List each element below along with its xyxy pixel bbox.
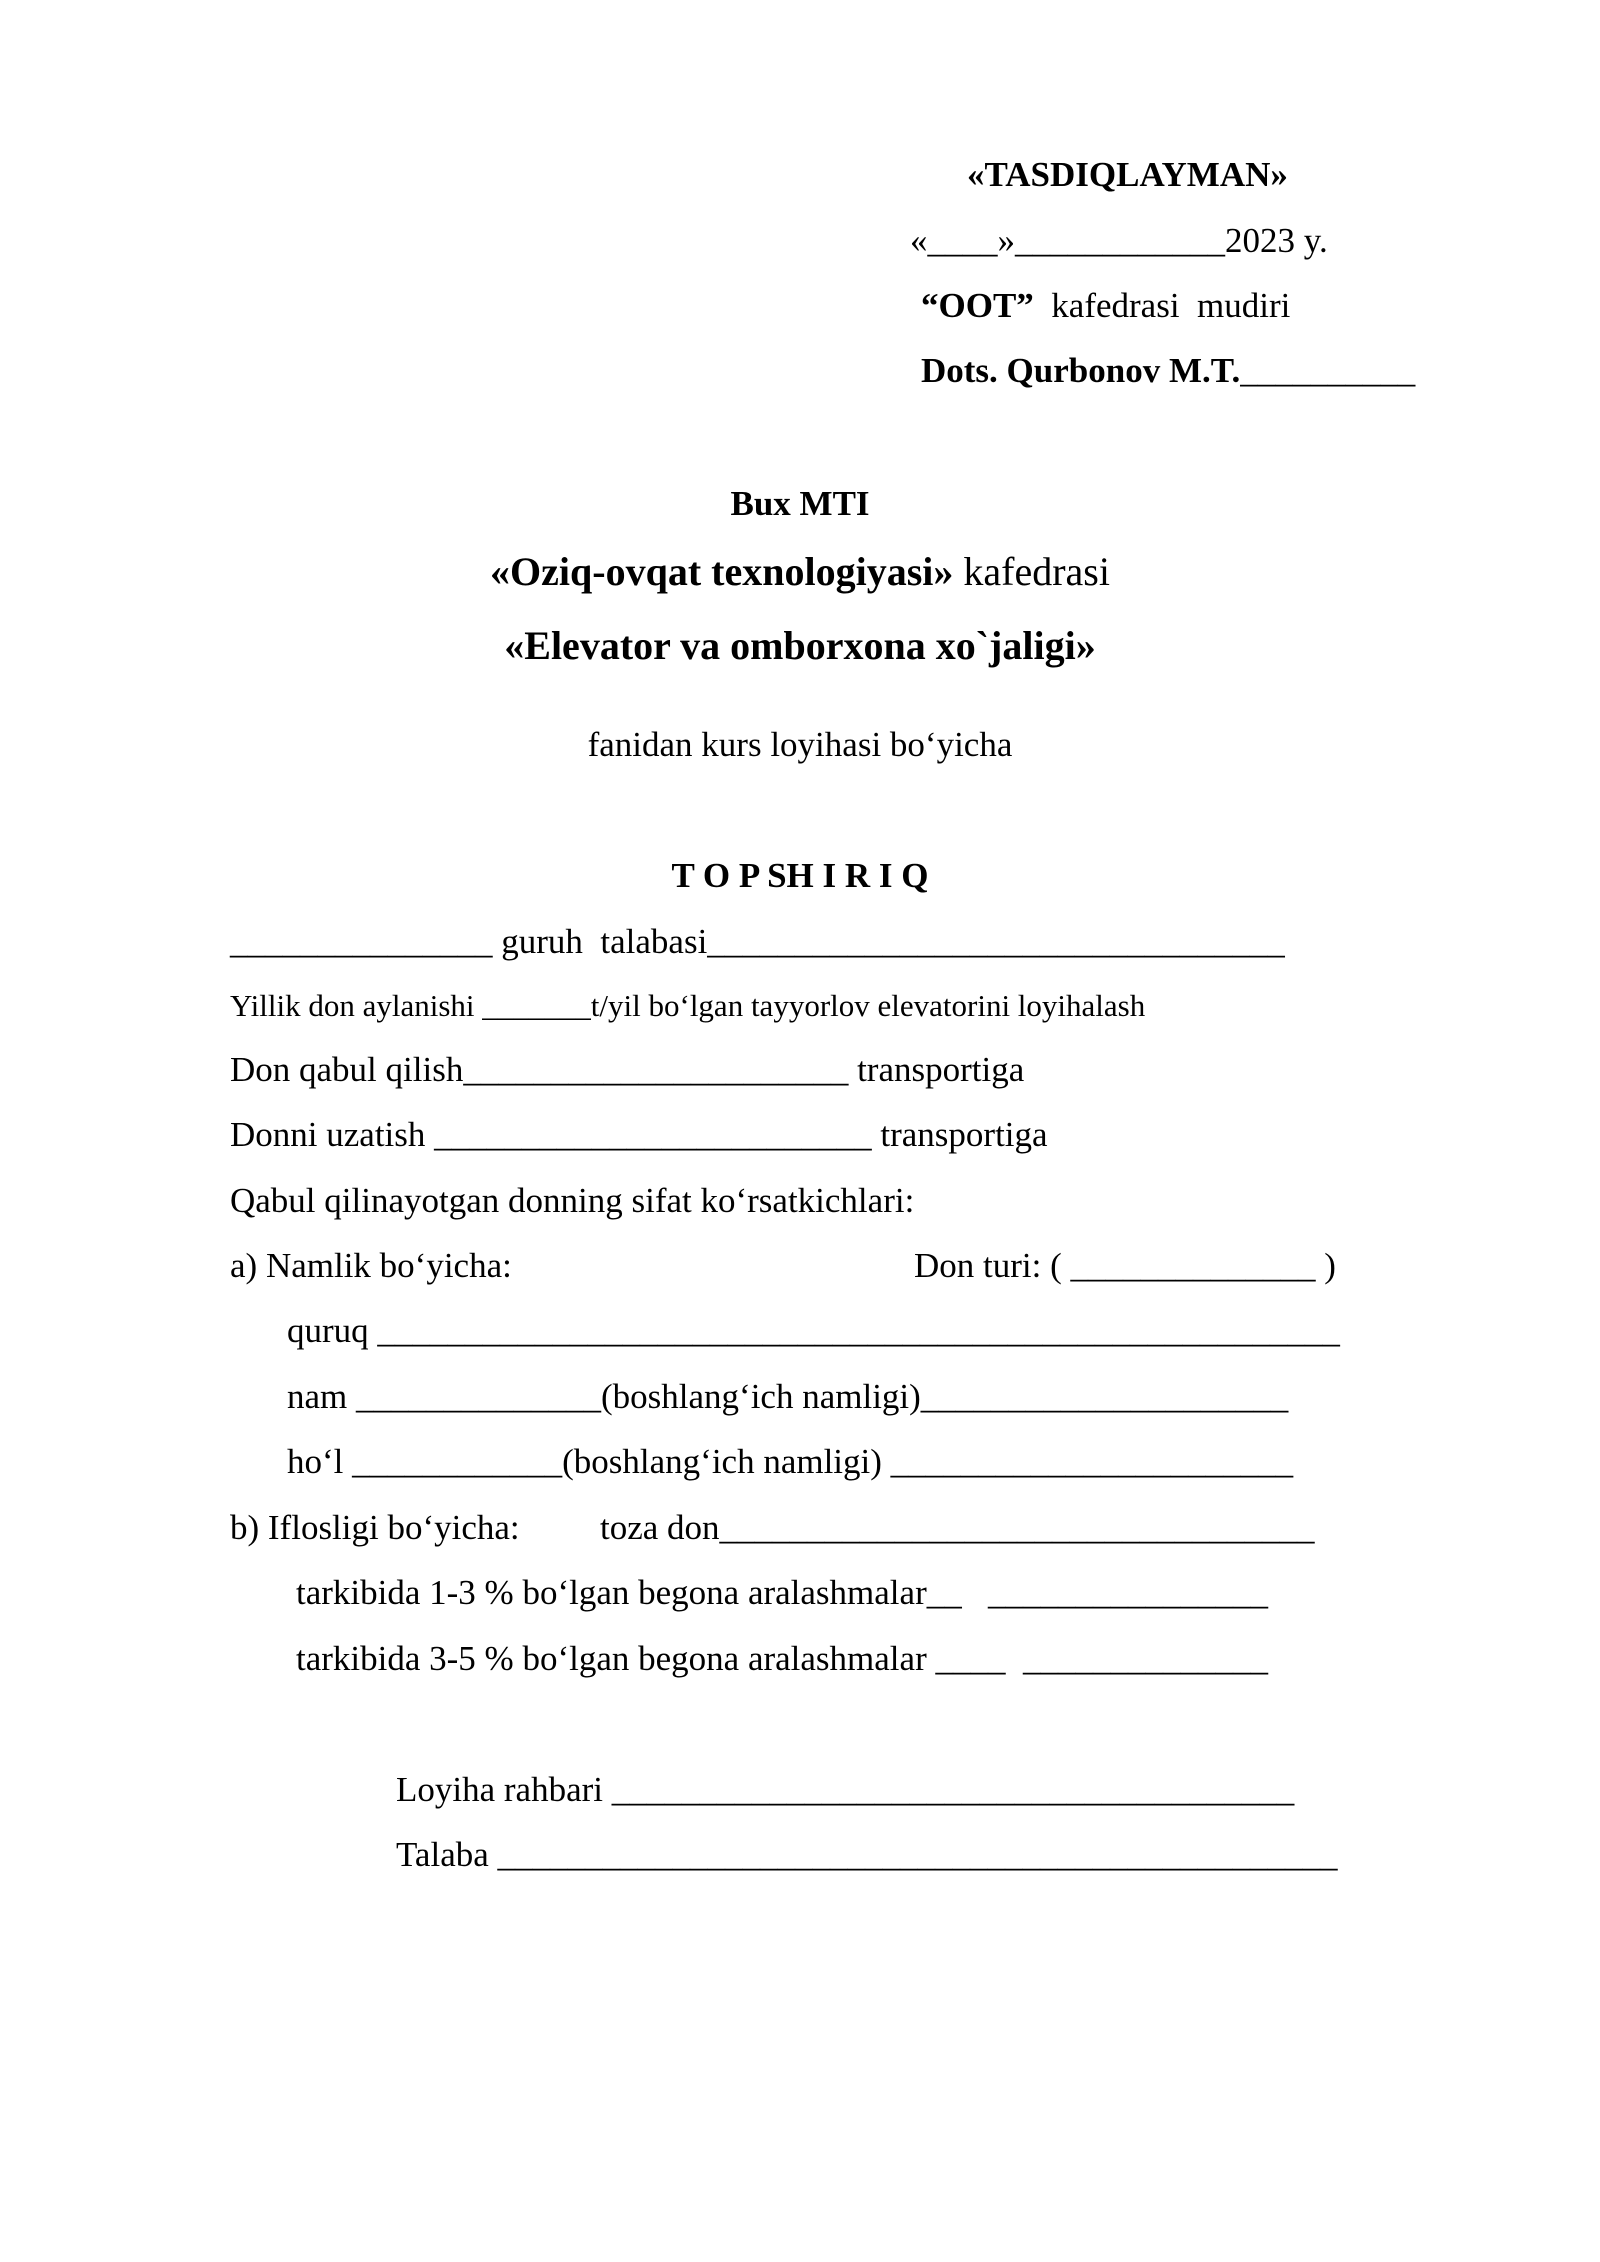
annual-grain-line: Yillik don aylanishi _______t/yil bo‘lgan tayyorlov elevatorini loyihalash — [230, 988, 1146, 1023]
approval-date-line: «____»____________2023 y. — [910, 221, 1328, 260]
grain-type-line: Don turi: ( ______________ ) — [914, 1246, 1336, 1285]
head-name: Dots. Qurbonov M.T. — [921, 351, 1241, 390]
moisture-wet-line: nam ______________(boshlang‘ich namligi)_____________________ — [287, 1377, 1289, 1416]
student-group-line: _______________ guruh talabasi_________________________________ — [230, 922, 1285, 961]
document-subtitle: fanidan kurs loyihasi bo‘yicha — [587, 725, 1013, 764]
department-role: kafedrasi mudiri — [1033, 286, 1291, 325]
student-signature-line: Talaba ________________________________________________ — [396, 1835, 1338, 1874]
head-signature-blank: __________ — [1240, 351, 1416, 390]
quality-indicators-line: Qabul qilinayotgan donning sifat ko‘rsatkichlari: — [230, 1181, 915, 1220]
impurity-clean-line: toza don__________________________________ — [600, 1508, 1315, 1547]
department-abbreviation: “OOT” — [921, 286, 1034, 325]
institution-name: Bux MTI — [730, 484, 870, 523]
moisture-label: a) Namlik bo‘yicha: — [230, 1246, 512, 1285]
grain-intake-line: Don qabul qilish______________________ transportiga — [230, 1050, 1025, 1089]
impurity-3-5-line: tarkibida 3-5 % bo‘lgan begona aralashmalar ____ ______________ — [296, 1639, 1268, 1678]
impurity-1-3-line: tarkibida 1-3 % bo‘lgan begona aralashmalar__ ________________ — [296, 1573, 1268, 1612]
approval-heading: «TASDIQLAYMAN» — [967, 155, 1288, 194]
supervisor-signature-line: Loyiha rahbari _______________________________________ — [396, 1770, 1295, 1809]
assignment-title: T O P SH I R I Q — [671, 856, 929, 895]
department-name: «Oziq-ovqat texnologiyasi» — [490, 549, 954, 594]
moisture-damp-line: ho‘l ____________(boshlang‘ich namligi) _______________________ — [287, 1442, 1294, 1481]
approval-department — [921, 288, 1290, 323]
impurity-label: b) Iflosligi bo‘yicha: — [230, 1508, 520, 1547]
subject-title: «Elevator va omborxona xo`jaligi» — [504, 623, 1096, 668]
approval-head-name — [921, 353, 1415, 388]
grain-dispatch-line: Donni uzatish _________________________ transportiga — [230, 1115, 1048, 1154]
department-suffix: kafedrasi — [953, 549, 1110, 594]
department-title — [0, 549, 1600, 594]
moisture-dry-line: quruq _______________________________________________________ — [287, 1311, 1340, 1350]
